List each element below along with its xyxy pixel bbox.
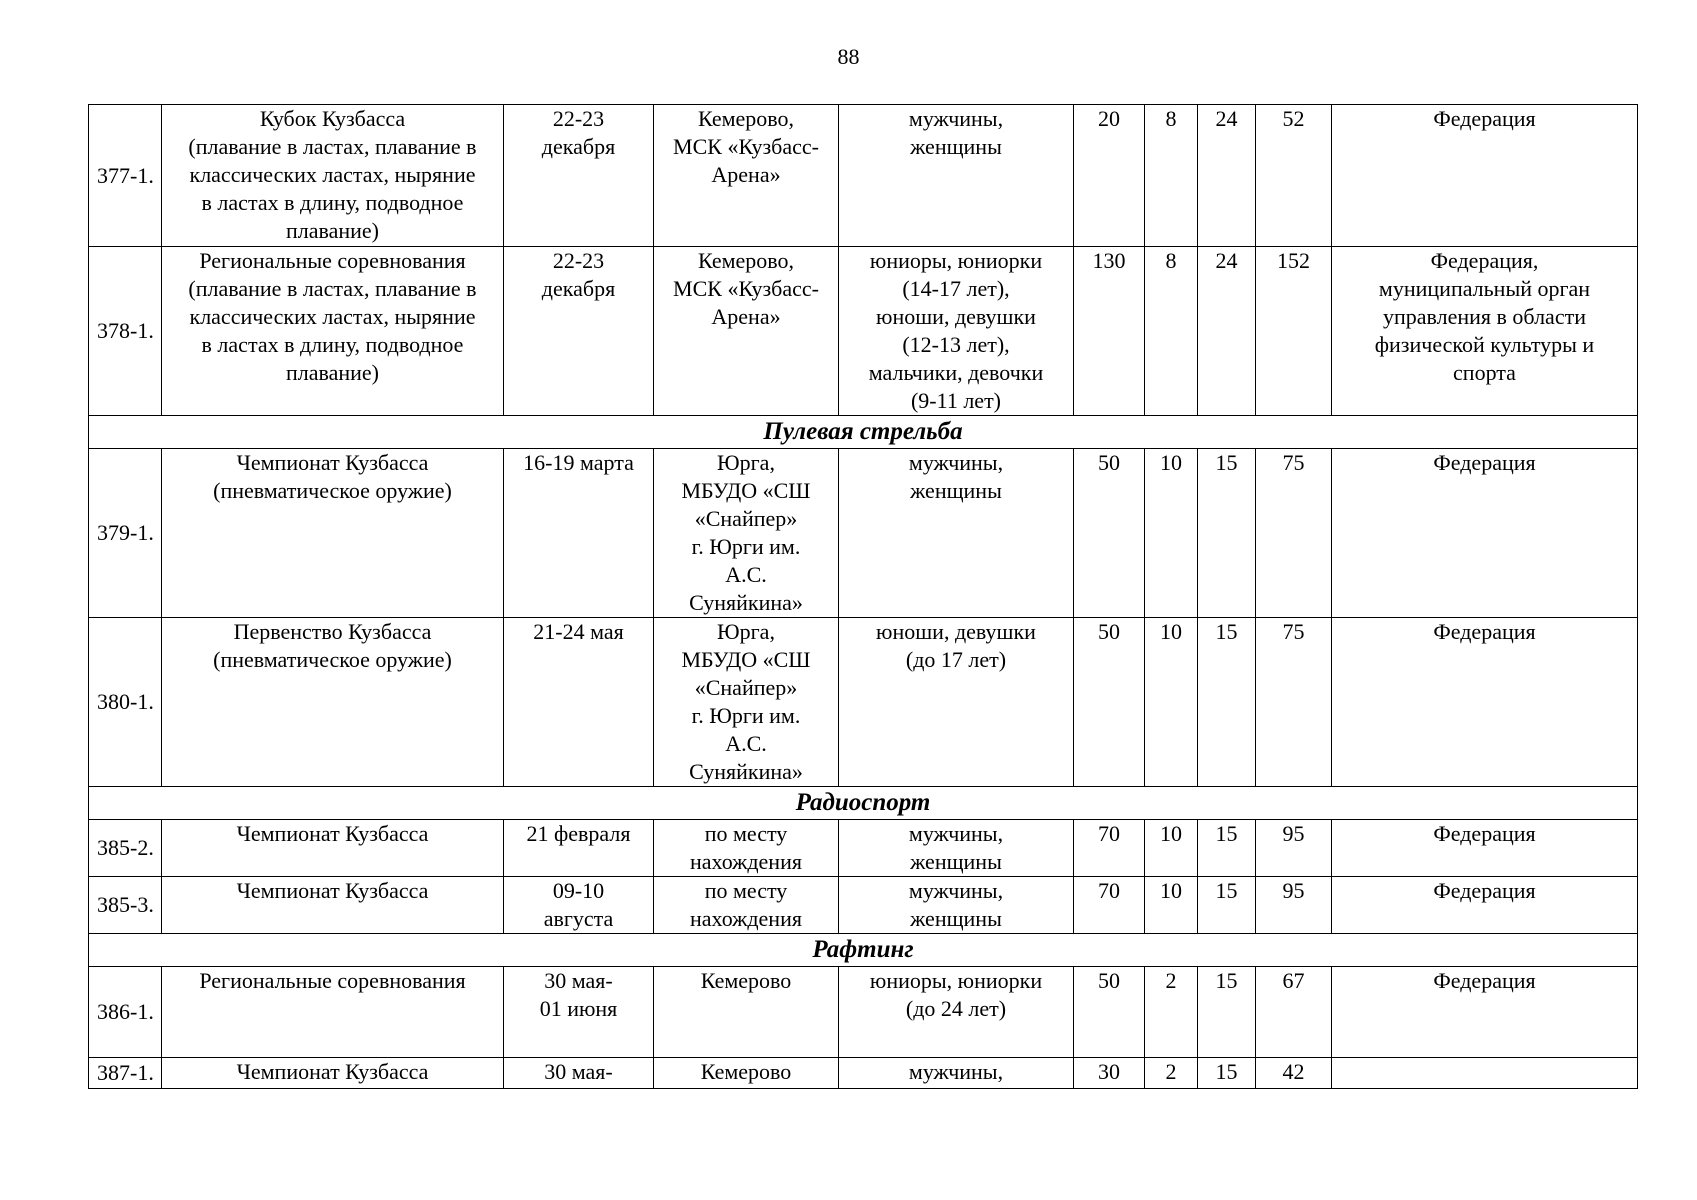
- event-participants: [839, 1058, 1074, 1089]
- event-dates: [504, 247, 654, 416]
- event-participants-line: женщины: [910, 849, 1002, 874]
- section-title: Рафтинг: [89, 934, 1638, 967]
- count-2: 8: [1145, 247, 1198, 416]
- event-place: [654, 618, 839, 787]
- event-place-line: по месту: [704, 821, 788, 846]
- event-name-line: Чемпионат Кузбасса: [236, 450, 429, 475]
- event-participants-line: мальчики, девочки: [868, 360, 1044, 385]
- count-3: 15: [1198, 449, 1256, 618]
- organizer-line: Федерация: [1433, 878, 1536, 903]
- count-2: 10: [1145, 820, 1198, 877]
- count-2: 8: [1145, 105, 1198, 247]
- event-place-line: Арена»: [711, 162, 781, 187]
- organizer: [1332, 877, 1638, 934]
- organizer-line: Федерация: [1433, 450, 1536, 475]
- count-total: 75: [1256, 618, 1332, 787]
- event-name-line: классических ластах, ныряние: [189, 162, 476, 187]
- event-name-line: Чемпионат Кузбасса: [236, 1059, 429, 1084]
- count-1: 70: [1074, 877, 1145, 934]
- organizer: [1332, 1058, 1638, 1089]
- event-name-line: плавание): [285, 218, 380, 243]
- event-place-line: Суняйкина»: [689, 759, 803, 784]
- event-name-line: Чемпионат Кузбасса: [236, 878, 429, 903]
- event-participants-line: (14-17 лет),: [902, 276, 1010, 301]
- event-name: [162, 618, 504, 787]
- event-name-line: Региональные соревнования: [199, 968, 466, 993]
- event-name-line: Кубок Кузбасса: [259, 106, 406, 131]
- event-participants-line: юниоры, юниорки: [869, 968, 1043, 993]
- event-place-line: Кемерово,: [697, 248, 795, 273]
- event-place-line: по месту: [704, 878, 788, 903]
- count-1: 50: [1074, 967, 1145, 1058]
- organizer-line: Федерация: [1433, 106, 1536, 131]
- section-header-row: [89, 934, 1638, 967]
- event-participants: [839, 247, 1074, 416]
- organizer-line: Федерация: [1433, 619, 1536, 644]
- organizer-line: муниципальный орган: [1378, 276, 1591, 301]
- event-number: 379-1.: [89, 449, 162, 618]
- event-participants: [839, 877, 1074, 934]
- organizer: [1332, 967, 1638, 1058]
- event-place: [654, 449, 839, 618]
- event-name-line: в ластах в длину, подводное: [201, 190, 464, 215]
- event-place-line: А.С.: [725, 731, 767, 756]
- count-3: 15: [1198, 877, 1256, 934]
- table-row: [89, 1058, 1638, 1089]
- event-number: 378-1.: [89, 247, 162, 416]
- event-participants: [839, 105, 1074, 247]
- count-2: 10: [1145, 618, 1198, 787]
- organizer-line: Федерация,: [1430, 248, 1539, 273]
- event-place-line: г. Юрги им.: [691, 703, 801, 728]
- event-place-line: Кемерово: [700, 1059, 792, 1084]
- event-place-line: нахождения: [690, 906, 802, 931]
- event-place-line: МБУДО «СШ: [681, 647, 811, 672]
- event-place: [654, 967, 839, 1058]
- event-participants-line: мужчины,: [908, 106, 1004, 131]
- event-dates: [504, 618, 654, 787]
- section-header-row: [89, 416, 1638, 449]
- event-participants: [839, 618, 1074, 787]
- event-name: [162, 820, 504, 877]
- count-1: 20: [1074, 105, 1145, 247]
- section-title: Радиоспорт: [89, 787, 1638, 820]
- event-participants-line: (9-11 лет): [910, 388, 1002, 413]
- organizer: [1332, 820, 1638, 877]
- count-2: 10: [1145, 449, 1198, 618]
- count-2: 2: [1145, 967, 1198, 1058]
- organizer-line: физической культуры и: [1374, 332, 1595, 357]
- page-number: 88: [837, 44, 860, 69]
- event-name: [162, 449, 504, 618]
- event-dates-line: 01 июня: [539, 996, 618, 1021]
- event-dates-line: 16-19 марта: [523, 450, 634, 475]
- event-place-line: Суняйкина»: [689, 590, 803, 615]
- event-place: [654, 1058, 839, 1089]
- event-dates-line: 09-10: [552, 878, 605, 903]
- event-participants-line: мужчины,: [908, 821, 1004, 846]
- event-place: [654, 820, 839, 877]
- event-name-line: плавание): [285, 360, 380, 385]
- count-2: 10: [1145, 877, 1198, 934]
- event-number: 380-1.: [89, 618, 162, 787]
- event-name-line: в ластах в длину, подводное: [201, 332, 464, 357]
- event-name-line: Чемпионат Кузбасса: [236, 821, 429, 846]
- event-dates: [504, 1058, 654, 1089]
- event-dates-line: декабря: [541, 134, 616, 159]
- event-place-line: Юрга,: [717, 619, 775, 644]
- count-1: 130: [1074, 247, 1145, 416]
- organizer: [1332, 247, 1638, 416]
- count-total: 42: [1256, 1058, 1332, 1089]
- event-participants-line: (12-13 лет),: [902, 332, 1010, 357]
- count-1: 70: [1074, 820, 1145, 877]
- count-total: 95: [1256, 820, 1332, 877]
- events-table: [88, 104, 1638, 1089]
- organizer: [1332, 618, 1638, 787]
- event-dates-line: августа: [543, 906, 614, 931]
- section-header-row: [89, 787, 1638, 820]
- event-name-line: Первенство Кузбасса: [233, 619, 432, 644]
- event-place-line: МСК «Кузбасс-: [673, 134, 819, 159]
- event-name-line: классических ластах, ныряние: [189, 304, 476, 329]
- event-dates: [504, 967, 654, 1058]
- event-place-line: Арена»: [711, 304, 781, 329]
- count-2: 2: [1145, 1058, 1198, 1089]
- event-name: [162, 1058, 504, 1089]
- event-participants-line: женщины: [910, 478, 1002, 503]
- event-name-line: Региональные соревнования: [199, 248, 466, 273]
- count-total: 75: [1256, 449, 1332, 618]
- count-1: 30: [1074, 1058, 1145, 1089]
- count-3: 24: [1198, 105, 1256, 247]
- organizer: [1332, 105, 1638, 247]
- event-dates-line: 22-23: [552, 106, 605, 131]
- event-participants-line: (до 17 лет): [905, 647, 1007, 672]
- event-place-line: МБУДО «СШ: [681, 478, 811, 503]
- event-name: [162, 877, 504, 934]
- table-row: [89, 877, 1638, 934]
- event-participants-line: женщины: [910, 134, 1002, 159]
- event-dates: [504, 820, 654, 877]
- event-number: 386-1.: [89, 967, 162, 1058]
- event-participants-line: (до 24 лет): [905, 996, 1007, 1021]
- event-name-line: (пневматическое оружие): [213, 647, 452, 672]
- event-place-line: Кемерово: [700, 968, 792, 993]
- event-name: [162, 247, 504, 416]
- organizer-line: Федерация: [1433, 968, 1536, 993]
- event-participants-line: мужчины,: [908, 878, 1004, 903]
- organizer-line: спорта: [1453, 360, 1516, 385]
- event-participants: [839, 820, 1074, 877]
- count-total: 67: [1256, 967, 1332, 1058]
- count-1: 50: [1074, 618, 1145, 787]
- count-3: 15: [1198, 967, 1256, 1058]
- event-number: 377-1.: [89, 105, 162, 247]
- event-dates-line: 30 мая-: [544, 1059, 613, 1084]
- event-participants-line: мужчины,: [908, 1059, 1004, 1084]
- event-name: [162, 967, 504, 1058]
- count-total: 152: [1256, 247, 1332, 416]
- event-place: [654, 877, 839, 934]
- table-row: [89, 967, 1638, 1058]
- organizer: [1332, 449, 1638, 618]
- event-place-line: «Снайпер»: [694, 675, 798, 700]
- event-number: 387-1.: [89, 1058, 162, 1089]
- event-participants: [839, 967, 1074, 1058]
- event-dates-line: 30 мая-: [544, 968, 613, 993]
- event-dates: [504, 449, 654, 618]
- event-participants-line: женщины: [910, 906, 1002, 931]
- event-dates-line: 22-23: [552, 248, 605, 273]
- event-place-line: «Снайпер»: [694, 506, 798, 531]
- event-participants-line: юноши, девушки: [876, 304, 1036, 329]
- table-row: [89, 618, 1638, 787]
- count-3: 15: [1198, 1058, 1256, 1089]
- count-total: 52: [1256, 105, 1332, 247]
- event-participants-line: юноши, девушки: [876, 619, 1036, 644]
- table-row: [89, 820, 1638, 877]
- event-number: 385-2.: [89, 820, 162, 877]
- table-row: [89, 449, 1638, 618]
- event-participants-line: юниоры, юниорки: [869, 248, 1043, 273]
- event-place: [654, 105, 839, 247]
- event-name: [162, 105, 504, 247]
- event-participants: [839, 449, 1074, 618]
- organizer-line: управления в области: [1383, 304, 1586, 329]
- event-place-line: нахождения: [690, 849, 802, 874]
- section-title: Пулевая стрельба: [89, 416, 1638, 449]
- event-name-line: (пневматическое оружие): [213, 478, 452, 503]
- count-3: 15: [1198, 820, 1256, 877]
- count-1: 50: [1074, 449, 1145, 618]
- event-number: 385-3.: [89, 877, 162, 934]
- table-row: [89, 247, 1638, 416]
- event-dates: [504, 877, 654, 934]
- organizer-line: Федерация: [1433, 821, 1536, 846]
- event-place-line: Юрга,: [717, 450, 775, 475]
- table-row: [89, 105, 1638, 247]
- event-place-line: г. Юрги им.: [691, 534, 801, 559]
- event-name-line: (плавание в ластах, плавание в: [188, 276, 477, 301]
- event-place-line: А.С.: [725, 562, 767, 587]
- event-dates: [504, 105, 654, 247]
- count-3: 24: [1198, 247, 1256, 416]
- event-participants-line: мужчины,: [908, 450, 1004, 475]
- event-dates-line: 21-24 мая: [533, 619, 624, 644]
- count-total: 95: [1256, 877, 1332, 934]
- event-dates-line: декабря: [541, 276, 616, 301]
- event-place-line: МСК «Кузбасс-: [673, 276, 819, 301]
- event-name-line: (плавание в ластах, плавание в: [188, 134, 477, 159]
- event-dates-line: 21 февраля: [526, 821, 631, 846]
- event-place-line: Кемерово,: [697, 106, 795, 131]
- count-3: 15: [1198, 618, 1256, 787]
- event-place: [654, 247, 839, 416]
